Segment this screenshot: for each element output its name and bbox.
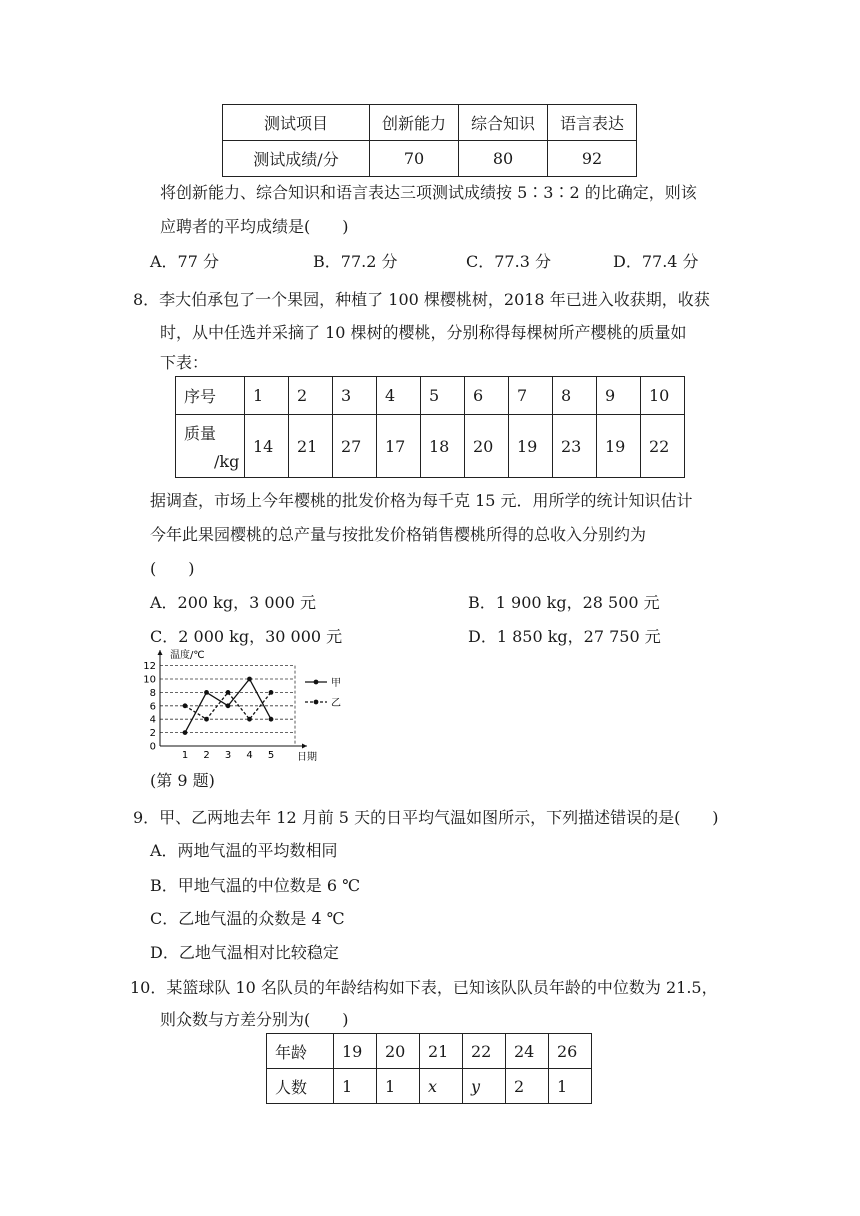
- table-cell: 2: [289, 377, 333, 415]
- q8-line1: 8．李大伯承包了一个果园，种植了 100 棵樱桃树，2018 年已进入收获期，收获: [133, 290, 710, 309]
- table-cell: 18: [421, 415, 465, 478]
- y-tick-label: 0: [149, 741, 156, 753]
- data-point: [226, 690, 231, 695]
- x-tick-label: 2: [203, 750, 210, 761]
- q8-line2: 时，从中任选并采摘了 10 棵树的樱桃，分别称得每棵树所产樱桃的质量如: [160, 323, 687, 342]
- q9-stem: 9．甲、乙两地去年 12 月前 5 天的日平均气温如图所示，下列描述错误的是( ): [133, 808, 719, 827]
- q7-option-c: C．77.3 分: [466, 252, 551, 271]
- table-cell: 19: [334, 1034, 377, 1069]
- legend-label: 甲: [331, 678, 341, 689]
- table-cell: 5: [421, 377, 465, 415]
- figure-caption: (第 9 题): [150, 771, 215, 790]
- x-axis-arrow: [302, 744, 307, 749]
- table-cell: 1: [245, 377, 289, 415]
- data-point: [247, 717, 252, 722]
- mass-label-top: 质量: [184, 424, 217, 443]
- table-cell: 3: [333, 377, 377, 415]
- table-cell: 24: [506, 1034, 549, 1069]
- table-cell: 1: [334, 1069, 377, 1104]
- q9-option-a: A．两地气温的平均数相同: [150, 841, 338, 860]
- age-table: [266, 1033, 592, 1104]
- table-row: [267, 1069, 592, 1104]
- table-cell: 21: [420, 1034, 463, 1069]
- table-cell: 2: [506, 1069, 549, 1104]
- table-cell: 4: [377, 377, 421, 415]
- data-point: [183, 730, 188, 735]
- table-header-cell: 测试项目: [223, 105, 370, 141]
- table-cell: 测试成绩/分: [223, 141, 370, 177]
- table-header-cell: 年龄: [267, 1034, 334, 1069]
- y-tick-label: 6: [149, 701, 156, 713]
- q7-line1: 将创新能力、综合知识和语言表达三项测试成绩按 5∶3∶2 的比确定，则该: [160, 183, 697, 202]
- table-header-cell: [176, 415, 245, 478]
- table-cell: 92: [548, 141, 637, 177]
- data-point: [183, 703, 188, 708]
- table-header-cell: 创新能力: [370, 105, 459, 141]
- table-cell: x: [420, 1069, 463, 1104]
- table-cell: 23: [553, 415, 597, 478]
- q8-line3: 下表：: [160, 353, 209, 372]
- q9-option-c: C．乙地气温的众数是 4 ℃: [150, 909, 345, 928]
- data-point: [226, 703, 231, 708]
- q7-option-d: D．77.4 分: [613, 252, 699, 271]
- q8-after3: ( ): [150, 559, 195, 578]
- y-tick-label: 2: [149, 728, 156, 740]
- table-header-cell: 综合知识: [459, 105, 548, 141]
- x-tick-label: 5: [267, 750, 275, 761]
- q10-line2: 则众数与方差分别为( ): [160, 1010, 349, 1029]
- temperature-chart: [140, 648, 340, 768]
- y-tick-label: 10: [143, 674, 156, 686]
- q9-option-b: B．甲地气温的中位数是 6 ℃: [150, 876, 361, 895]
- q7-line2: 应聘者的平均成绩是( ): [160, 217, 349, 236]
- table-cell: 80: [459, 141, 548, 177]
- table-cell: 1: [549, 1069, 592, 1104]
- table-cell: 6: [465, 377, 509, 415]
- table-cell: 20: [377, 1034, 420, 1069]
- q10-line1: 10．某篮球队 10 名队员的年龄结构如下表，已知该队队员年龄的中位数为 21.5，: [130, 978, 718, 997]
- x-tick-label: 3: [224, 750, 232, 761]
- table-cell: 7: [509, 377, 553, 415]
- y-tick-label: 12: [143, 661, 156, 673]
- data-point: [269, 717, 274, 722]
- table-cell: 22: [641, 415, 685, 478]
- x-tick-label: 1: [181, 750, 189, 761]
- table-row: [223, 105, 637, 141]
- y-axis-arrow: [158, 650, 163, 655]
- table-row: [223, 141, 637, 177]
- cherry-table: [175, 376, 685, 478]
- q8-option-a: A．200 kg，3 000 元: [150, 593, 317, 612]
- table-cell: 19: [509, 415, 553, 478]
- y-axis-label: 温度/℃: [170, 650, 205, 661]
- legend-label: 乙: [331, 698, 341, 709]
- table-cell: 20: [465, 415, 509, 478]
- q8-after2: 今年此果园樱桃的总产量与按批发价格销售樱桃所得的总收入分别约为: [150, 525, 647, 544]
- table-cell: 14: [245, 415, 289, 478]
- table-cell: 70: [370, 141, 459, 177]
- score-table: [222, 104, 637, 177]
- table-cell: 22: [463, 1034, 506, 1069]
- table-cell: 9: [597, 377, 641, 415]
- table-header-cell: 语言表达: [548, 105, 637, 141]
- q8-option-b: B．1 900 kg，28 500 元: [468, 593, 660, 612]
- data-point: [204, 690, 209, 695]
- x-tick-label: 4: [246, 750, 253, 761]
- table-row: [176, 377, 685, 415]
- table-cell: 26: [549, 1034, 592, 1069]
- table-cell: 17: [377, 415, 421, 478]
- q7-option-a: A．77 分: [150, 252, 220, 271]
- q8-after1: 据调查，市场上今年樱桃的批发价格为每千克 15 元．用所学的统计知识估计: [150, 491, 693, 510]
- data-point: [204, 717, 209, 722]
- table-cell: 21: [289, 415, 333, 478]
- legend-marker: [314, 700, 319, 705]
- table-row: [176, 415, 685, 478]
- q8-option-d: D．1 850 kg，27 750 元: [468, 627, 661, 646]
- mass-label-bottom: /kg: [214, 452, 240, 471]
- table-cell: 10: [641, 377, 685, 415]
- y-tick-label: 8: [149, 687, 156, 699]
- x-axis-label: 日期: [297, 752, 317, 763]
- table-cell: 19: [597, 415, 641, 478]
- y-tick-label: 4: [149, 714, 156, 726]
- data-point: [269, 690, 274, 695]
- table-cell: y: [463, 1069, 506, 1104]
- table-header-cell: 序号: [176, 377, 245, 415]
- data-point: [247, 677, 252, 682]
- table-cell: 1: [377, 1069, 420, 1104]
- table-row: [267, 1034, 592, 1069]
- q7-option-b: B．77.2 分: [313, 252, 398, 271]
- q8-option-c: C．2 000 kg，30 000 元: [150, 627, 343, 646]
- table-cell: 27: [333, 415, 377, 478]
- q9-option-d: D．乙地气温相对比较稳定: [150, 943, 339, 962]
- legend-marker: [314, 680, 319, 685]
- table-header-cell: 人数: [267, 1069, 334, 1104]
- table-cell: 8: [553, 377, 597, 415]
